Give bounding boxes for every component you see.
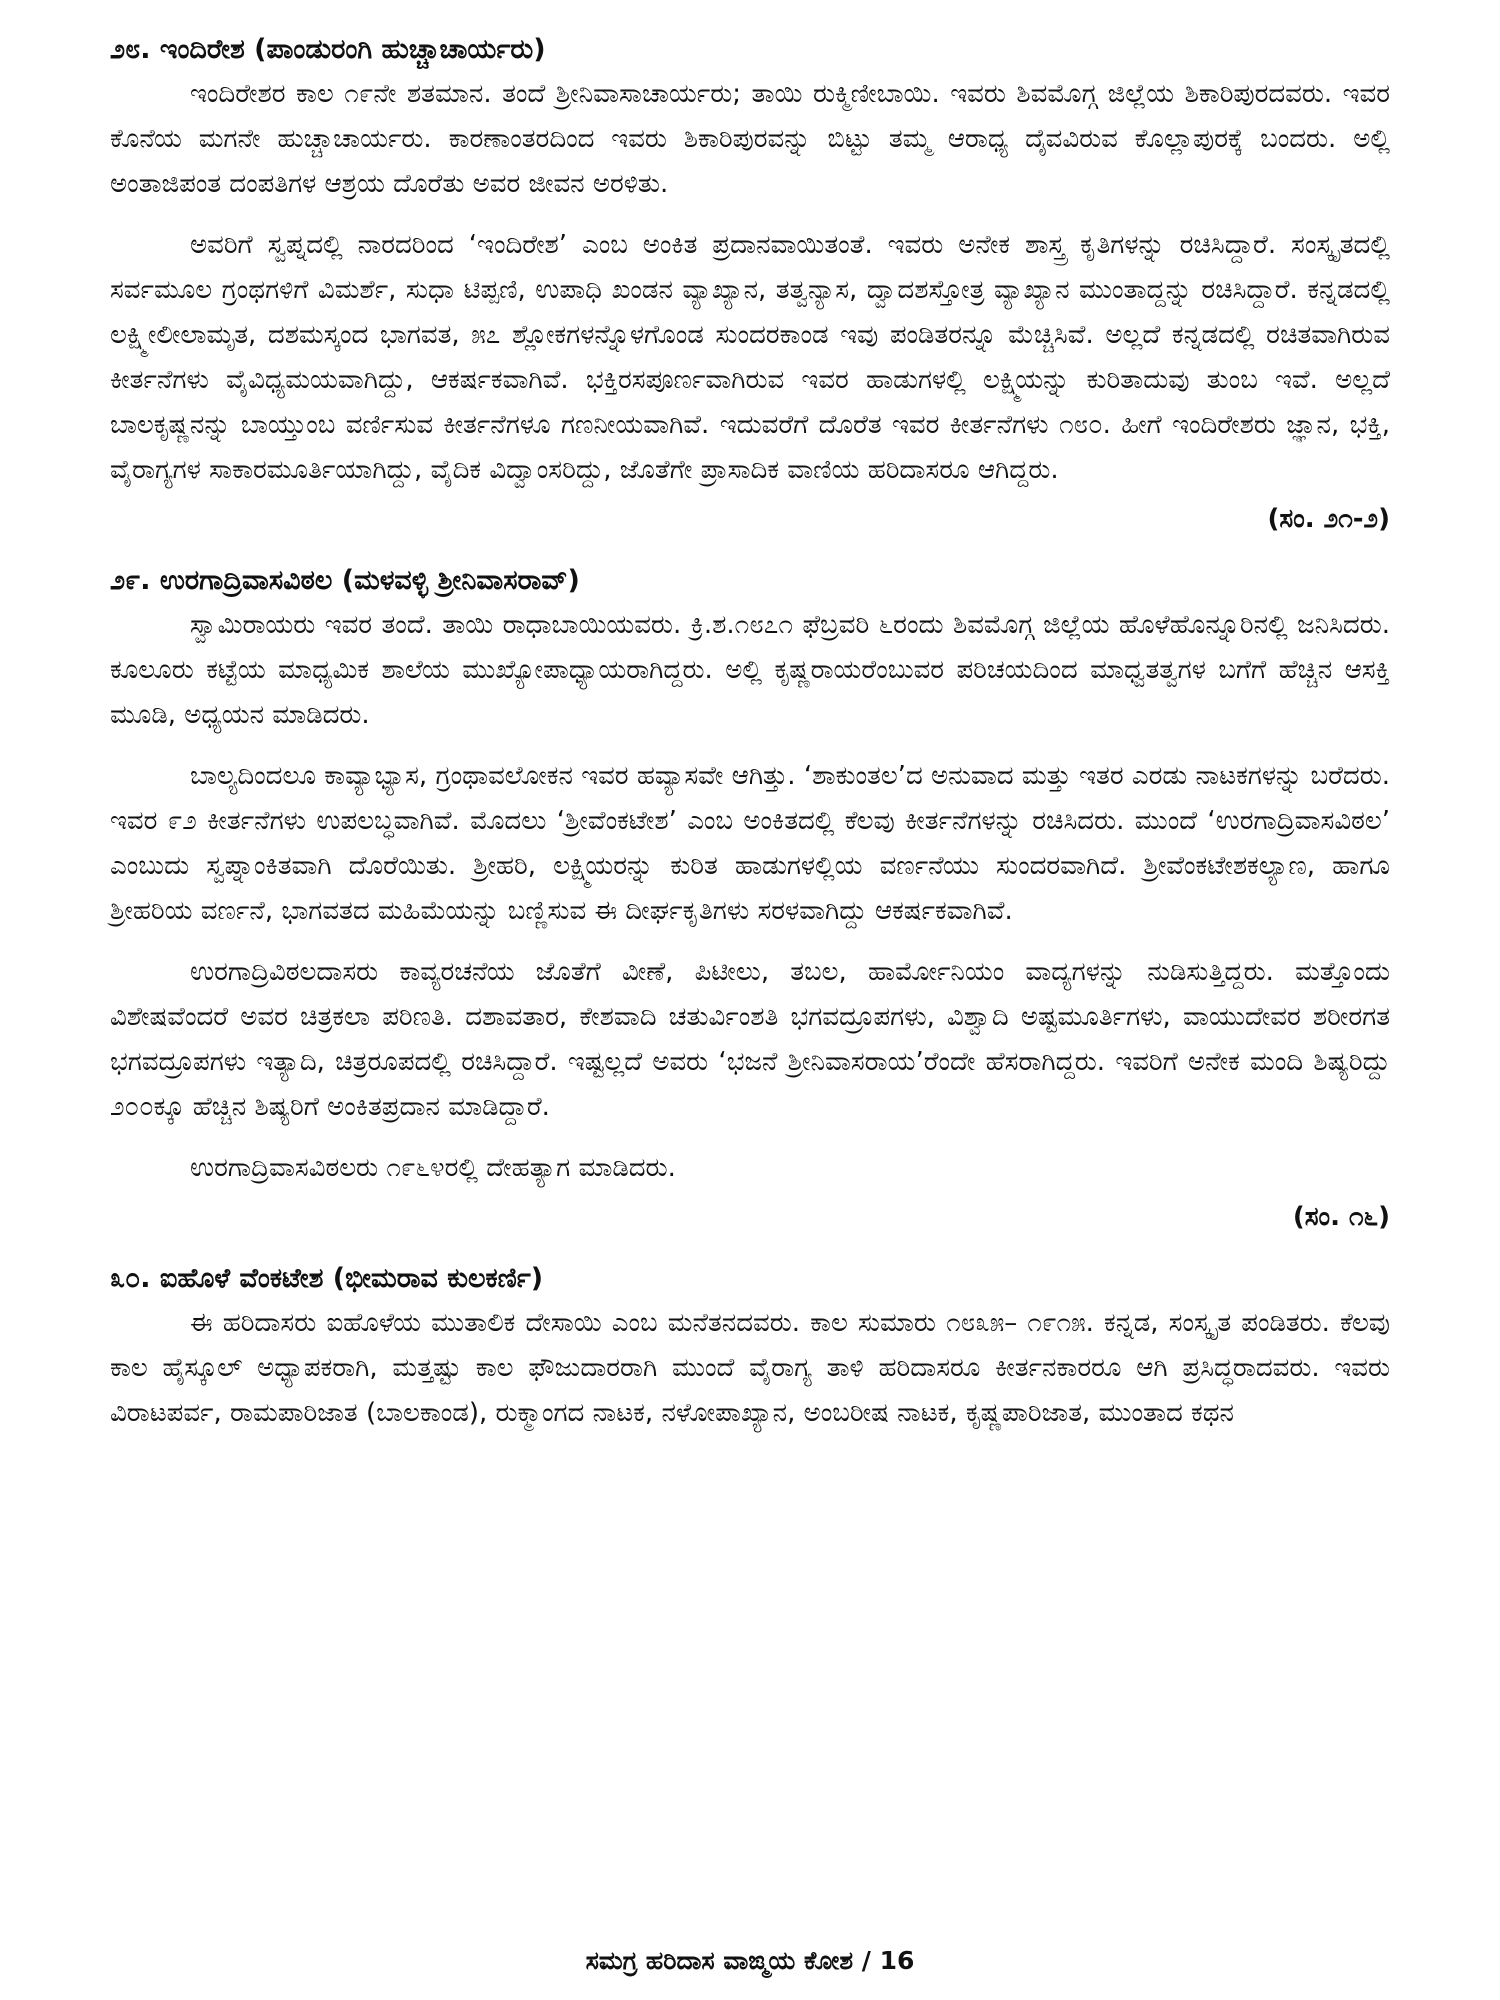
paragraph: ಸ್ವಾಮಿರಾಯರು ಇವರ ತಂದೆ. ತಾಯಿ ರಾಧಾಬಾಯಿಯವರು. ಕ್ರಿ.ಶ.೧೮೭೧ ಫೆಬ್ರವರಿ ೬ರಂದು ಶಿವಮೊಗ್ಗ ಜಿಲ್ಲೆಯ ಹೊಳೆಹೊನ್ನೂರಿನಲ್ಲಿ ಜನಿಸಿದರು. ಕೂಲೂರು ಕಟ್ಟೆಯ ಮಾಧ್ಯಮಿಕ ಶಾಲೆಯ ಮುಖ್ಯೋಪಾಧ್ಯಾಯರಾಗಿದ್ದರು. ಅಲ್ಲಿ ಕೃಷ್ಣರಾಯರೆಂಬುವರ ಪರಿಚಯದಿಂದ ಮಾಧ್ವತತ್ವಗಳ ಬಗೆಗೆ ಹೆಚ್ಚಿನ ಆಸಕ್ತಿ ಮೂಡಿ, ಅಧ್ಯಯನ ಮಾಡಿದರು. [110, 610, 1390, 730]
paragraph: ಉರಗಾದ್ರಿವಿಠಲದಾಸರು ಕಾವ್ಯರಚನೆಯ ಜೊತೆಗೆ ವೀಣೆ, ಪಿಟೀಲು, ತಬಲ, ಹಾರ್ಮೋನಿಯಂ ವಾದ್ಯಗಳನ್ನು ನುಡಿಸುತ್ತಿದ್ದರು. ಮತ್ತೊಂದು ವಿಶೇಷವೆಂದರೆ ಅವರ ಚಿತ್ರಕಲಾ ಪರಿಣತಿ. ದಶಾವತಾರ, ಕೇಶವಾದಿ ಚತುರ್ವಿಂಶತಿ ಭಗವದ್ರೂಪಗಳು, ವಿಶ್ವಾದಿ ಅಷ್ಟಮೂರ್ತಿಗಳು, ವಾಯುದೇವರ ಶರೀರಗತ ಭಗವದ್ರೂಪಗಳು ಇತ್ಯಾದಿ, ಚಿತ್ರರೂಪದಲ್ಲಿ ರಚಿಸಿದ್ದಾರೆ. ಇಷ್ಟಲ್ಲದೆ ಅವರು ‘ಭಜನೆ ಶ್ರೀನಿವಾಸರಾಯ’ರೆಂದೇ ಹೆಸರಾಗಿದ್ದರು. ಇವರಿಗೆ ಅನೇಕ ಮಂದಿ ಶಿಷ್ಯರಿದ್ದು ೨೦೦ಕ್ಕೂ ಹೆಚ್ಚಿನ ಶಿಷ್ಯರಿಗೆ ಅಂಕಿತಪ್ರದಾನ ಮಾಡಿದ್ದಾರೆ. [110, 957, 1390, 1122]
entry-title: ೩೦. ಐಹೊಳೆ ವೆಂಕಟೇಶ (ಭೀಮರಾವ ಕುಲಕರ್ಣಿ) [110, 1263, 544, 1294]
source-reference: (ಸಂ. ೨೧-೨) [1267, 504, 1390, 534]
paragraph: ಅವರಿಗೆ ಸ್ವಪ್ನದಲ್ಲಿ ನಾರದರಿಂದ ‘ಇಂದಿರೇಶ’ ಎಂಬ ಅಂಕಿತ ಪ್ರದಾನವಾಯಿತಂತೆ. ಇವರು ಅನೇಕ ಶಾಸ್ತ್ರ ಕೃತಿಗಳನ್ನು ರಚಿಸಿದ್ದಾರೆ. ಸಂಸ್ಕೃತದಲ್ಲಿ ಸರ್ವಮೂಲ ಗ್ರಂಥಗಳಿಗೆ ವಿಮರ್ಶೆ, ಸುಧಾ ಟಿಪ್ಪಣಿ, ಉಪಾಧಿ ಖಂಡನ ವ್ಯಾಖ್ಯಾನ, ತತ್ವನ್ಯಾಸ, ದ್ವಾದಶಸ್ತೋತ್ರ ವ್ಯಾಖ್ಯಾನ ಮುಂತಾದ್ದನ್ನು ರಚಿಸಿದ್ದಾರೆ. ಕನ್ನಡದಲ್ಲಿ ಲಕ್ಷ್ಮೀಲೀಲಾಮೃತ, ದಶಮಸ್ಕಂದ ಭಾಗವತ, ೫೭ ಶ್ಲೋಕಗಳನ್ನೊಳಗೊಂಡ ಸುಂದರಕಾಂಡ ಇವು ಪಂಡಿತರನ್ನೂ ಮೆಚ್ಚಿಸಿವೆ. ಅಲ್ಲದೆ ಕನ್ನಡದಲ್ಲಿ ರಚಿತವಾಗಿರುವ ಕೀರ್ತನೆಗಳು ವೈವಿಧ್ಯಮಯವಾಗಿದ್ದು, ಆಕರ್ಷಕವಾಗಿವೆ. ಭಕ್ತಿರಸಪೂರ್ಣವಾಗಿರುವ ಇವರ ಹಾಡುಗಳಲ್ಲಿ ಲಕ್ಷ್ಮಿಯನ್ನು ಕುರಿತಾದುವು ತುಂಬ ಇವೆ. ಅಲ್ಲದೆ ಬಾಲಕೃಷ್ಣನನ್ನು ಬಾಯ್ತುಂಬ ವರ್ಣಿಸುವ ಕೀರ್ತನೆಗಳೂ ಗಣನೀಯವಾಗಿವೆ. ಇದುವರೆಗೆ ದೊರೆತ ಇವರ ಕೀರ್ತನೆಗಳು ೧೮೦. ಹೀಗೆ ಇಂದಿರೇಶರು ಜ್ಞಾನ, ಭಕ್ತಿ, ವೈರಾಗ್ಯಗಳ ಸಾಕಾರಮೂರ್ತಿಯಾಗಿದ್ದು, ವೈದಿಕ ವಿದ್ವಾಂಸರಿದ್ದು, ಜೊತೆಗೇ ಪ್ರಾಸಾದಿಕ ವಾಣಿಯ ಹರಿದಾಸರೂ ಆಗಿದ್ದರು. [110, 230, 1390, 485]
paragraph: ಉರಗಾದ್ರಿವಾಸವಿಠಲರು ೧೯೬೪ರಲ್ಲಿ ದೇಹತ್ಯಾಗ ಮಾಡಿದರು. [190, 1153, 676, 1183]
entry-title: ೨೯. ಉರಗಾದ್ರಿವಾಸವಿಠಲ (ಮಳವಳ್ಳಿ ಶ್ರೀನಿವಾಸರಾವ್) [110, 565, 580, 596]
paragraph: ಬಾಲ್ಯದಿಂದಲೂ ಕಾವ್ಯಾಭ್ಯಾಸ, ಗ್ರಂಥಾವಲೋಕನ ಇವರ ಹವ್ಯಾಸವೇ ಆಗಿತ್ತು. ‘ಶಾಕುಂತಲ’ದ ಅನುವಾದ ಮತ್ತು ಇತರ ಎರಡು ನಾಟಕಗಳನ್ನು ಬರೆದರು. ಇವರ ೯೨ ಕೀರ್ತನೆಗಳು ಉಪಲಬ್ಧವಾಗಿವೆ. ಮೊದಲು ‘ಶ್ರೀವೆಂಕಟೇಶ’ ಎಂಬ ಅಂಕಿತದಲ್ಲಿ ಕೆಲವು ಕೀರ್ತನೆಗಳನ್ನು ರಚಿಸಿದರು. ಮುಂದೆ ‘ಉರಗಾದ್ರಿವಾಸವಿಠಲ’ ಎಂಬುದು ಸ್ವಪ್ನಾಂಕಿತವಾಗಿ ದೊರೆಯಿತು. ಶ್ರೀಹರಿ, ಲಕ್ಷ್ಮಿಯರನ್ನು ಕುರಿತ ಹಾಡುಗಳಲ್ಲಿಯ ವರ್ಣನೆಯು ಸುಂದರವಾಗಿದೆ. ಶ್ರೀವೆಂಕಟೇಶಕಲ್ಯಾಣ, ಹಾಗೂ ಶ್ರೀಹರಿಯ ವರ್ಣನೆ, ಭಾಗವತದ ಮಹಿಮೆಯನ್ನು ಬಣ್ಣಿಸುವ ಈ ದೀರ್ಘಕೃತಿಗಳು ಸರಳವಾಗಿದ್ದು ಆಕರ್ಷಕವಾಗಿವೆ. [110, 761, 1390, 926]
paragraph: ಈ ಹರಿದಾಸರು ಐಹೊಳೆಯ ಮುತಾಲಿಕ ದೇಸಾಯಿ ಎಂಬ ಮನೆತನದವರು. ಕಾಲ ಸುಮಾರು ೧೮೩೫– ೧೯೧೫. ಕನ್ನಡ, ಸಂಸ್ಕೃತ ಪಂಡಿತರು. ಕೆಲವು ಕಾಲ ಹೈಸ್ಕೂಲ್ ಅಧ್ಯಾಪಕರಾಗಿ, ಮತ್ತಷ್ಟು ಕಾಲ ಫೌಜುದಾರರಾಗಿ ಮುಂದೆ ವೈರಾಗ್ಯ ತಾಳಿ ಹರಿದಾಸರೂ ಕೀರ್ತನಕಾರರೂ ಆಗಿ ಪ್ರಸಿದ್ಧರಾದವರು. ಇವರು ವಿರಾಟಪರ್ವ, ರಾಮಪಾರಿಜಾತ (ಬಾಲಕಾಂಡ), ರುಕ್ಮಾಂಗದ ನಾಟಕ, ನಳೋಪಾಖ್ಯಾನ, ಅಂಬರೀಷ ನಾಟಕ, ಕೃಷ್ಣಪಾರಿಜಾತ, ಮುಂತಾದ ಕಥನ [110, 1308, 1390, 1428]
entry-30 [110, 1259, 1390, 1436]
entry-28 [110, 30, 1390, 539]
source-reference: (ಸಂ. ೧೬) [1292, 1202, 1390, 1232]
paragraph: ಇಂದಿರೇಶರ ಕಾಲ ೧೯ನೇ ಶತಮಾನ. ತಂದೆ ಶ್ರೀನಿವಾಸಾಚಾರ್ಯರು; ತಾಯಿ ರುಕ್ಮಿಣೀಬಾಯಿ. ಇವರು ಶಿವಮೊಗ್ಗ ಜಿಲ್ಲೆಯ ಶಿಕಾರಿಪುರದವರು. ಇವರ ಕೊನೆಯ ಮಗನೇ ಹುಚ್ಚಾಚಾರ್ಯರು. ಕಾರಣಾಂತರದಿಂದ ಇವರು ಶಿಕಾರಿಪುರವನ್ನು ಬಿಟ್ಟು ತಮ್ಮ ಆರಾಧ್ಯ ದೈವವಿರುವ ಕೊಲ್ಲಾಪುರಕ್ಕೆ ಬಂದರು. ಅಲ್ಲಿ ಅಂತಾಜಿಪಂತ ದಂಪತಿಗಳ ಆಶ್ರಯ ದೊರೆತು ಅವರ ಜೀವನ ಅರಳಿತು. [110, 79, 1390, 199]
entry-title: ೨೮. ಇಂದಿರೇಶ (ಪಾಂಡುರಂಗಿ ಹುಚ್ಚಾಚಾರ್ಯರು) [110, 34, 546, 65]
page-footer: ಸಮಗ್ರ ಹರಿದಾಸ ವಾಙ್ಮಯ ಕೋಶ / 16 [585, 1946, 915, 1975]
entry-29 [110, 561, 1390, 1237]
